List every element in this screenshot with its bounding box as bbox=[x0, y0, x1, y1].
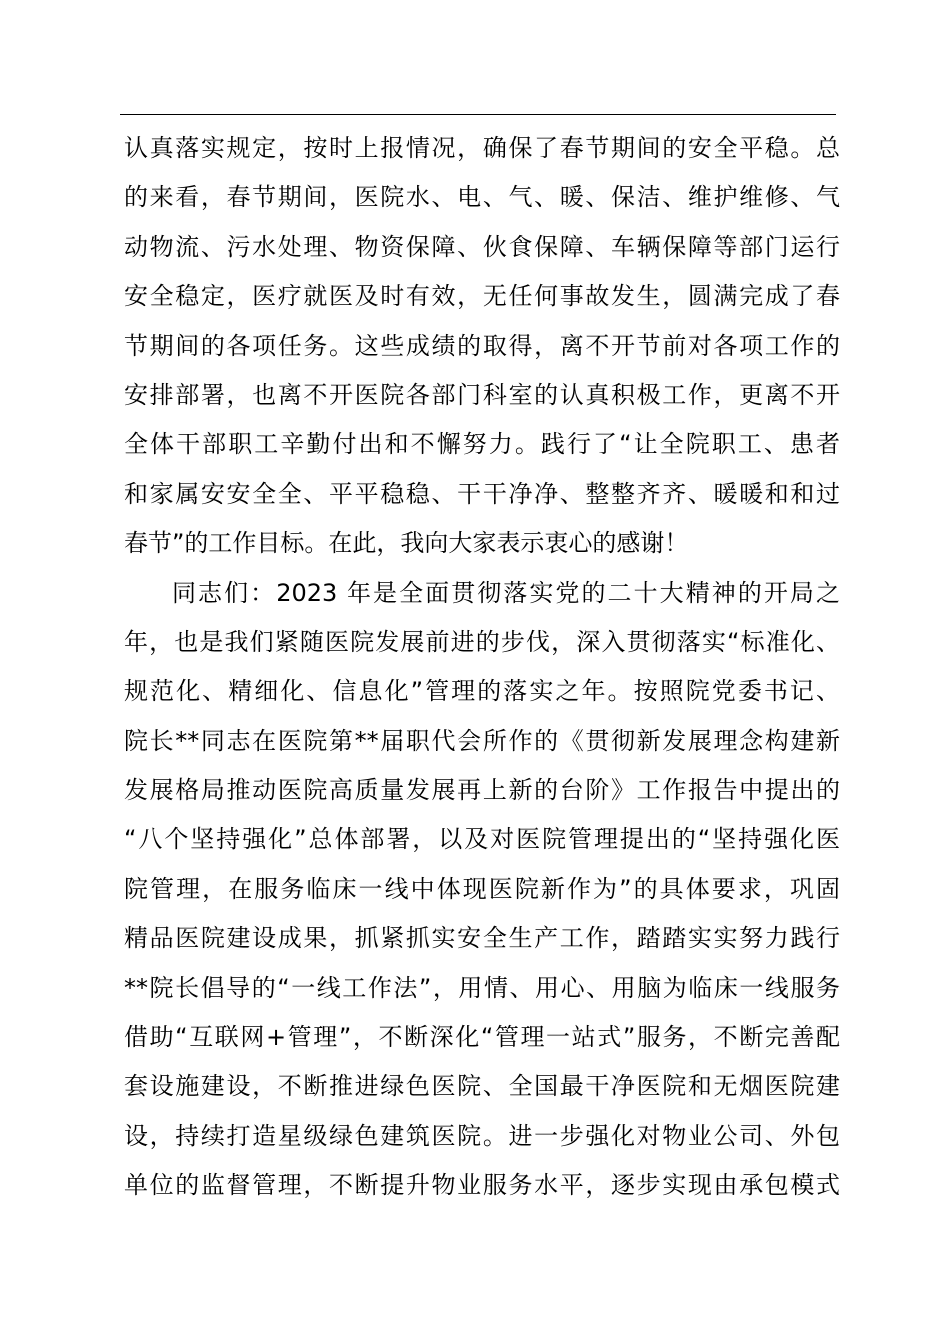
text-line: “八个坚持强化”总体部署，以及对医院管理提出的“坚持强化医 bbox=[124, 825, 840, 854]
text-line: 认真落实规定，按时上报情况，确保了春节期间的安全平稳。总 bbox=[124, 134, 840, 162]
text-line: 院长**同志在医院第**届职代会所作的《贯彻新发展理念构建新 bbox=[124, 726, 840, 755]
text-line: 节期间的各项任务。这些成绩的取得，离不开节前对各项工作的 bbox=[124, 331, 840, 360]
text-line: 全体干部职工辛勤付出和不懈努力。践行了“让全院职工、患者 bbox=[124, 430, 840, 459]
text-line: 动物流、污水处理、物资保障、伙食保障、车辆保障等部门运行 bbox=[124, 232, 840, 261]
text-line: 发展格局推动医院高质量发展再上新的台阶》工作报告中提出的 bbox=[124, 776, 840, 805]
paragraph-1 bbox=[124, 124, 840, 569]
text-line: 精品医院建设成果，抓紧抓实安全生产工作，踏踏实实努力践行 bbox=[124, 924, 840, 953]
text-line: 和家属安安全全、平平稳稳、干干净净、整整齐齐、暖暖和和过 bbox=[124, 479, 840, 508]
text-line: 安排部署，也离不开医院各部门科室的认真积极工作，更离不开 bbox=[124, 380, 840, 409]
text-line: **院长倡导的“一线工作法”，用情、用心、用脑为临床一线服务 bbox=[124, 973, 840, 1002]
text-line: 套设施建设，不断推进绿色医院、全国最干净医院和无烟医院建 bbox=[124, 1072, 840, 1101]
text-line: 单位的监督管理，不断提升物业服务水平，逐步实现由承包模式 bbox=[124, 1171, 840, 1200]
text-line: 借助“互联网+管理”，不断深化“管理一站式”服务，不断完善配 bbox=[124, 1023, 840, 1052]
text-line: 规范化、精细化、信息化”管理的落实之年。按照院党委书记、 bbox=[124, 677, 840, 706]
paragraph-2 bbox=[124, 569, 840, 1211]
text-line: 同志们：2023 年是全面贯彻落实党的二十大精神的开局之 bbox=[172, 578, 840, 607]
text-line: 春节”的工作目标。在此，我向大家表示衷心的感谢！ bbox=[124, 529, 689, 558]
text-line: 设，持续打造星级绿色建筑医院。进一步强化对物业公司、外包 bbox=[124, 1121, 840, 1150]
text-line: 安全稳定，医疗就医及时有效，无任何事故发生，圆满完成了春 bbox=[124, 282, 840, 311]
text-line: 院管理，在服务临床一线中体现医院新作为”的具体要求，巩固 bbox=[124, 874, 840, 903]
text-line: 年，也是我们紧随医院发展前进的步伐，深入贯彻落实“标准化、 bbox=[124, 627, 840, 656]
header-rule bbox=[120, 114, 836, 115]
document-body bbox=[124, 124, 840, 1211]
text-line: 的来看，春节期间，医院水、电、气、暖、保洁、维护维修、气 bbox=[124, 183, 840, 212]
